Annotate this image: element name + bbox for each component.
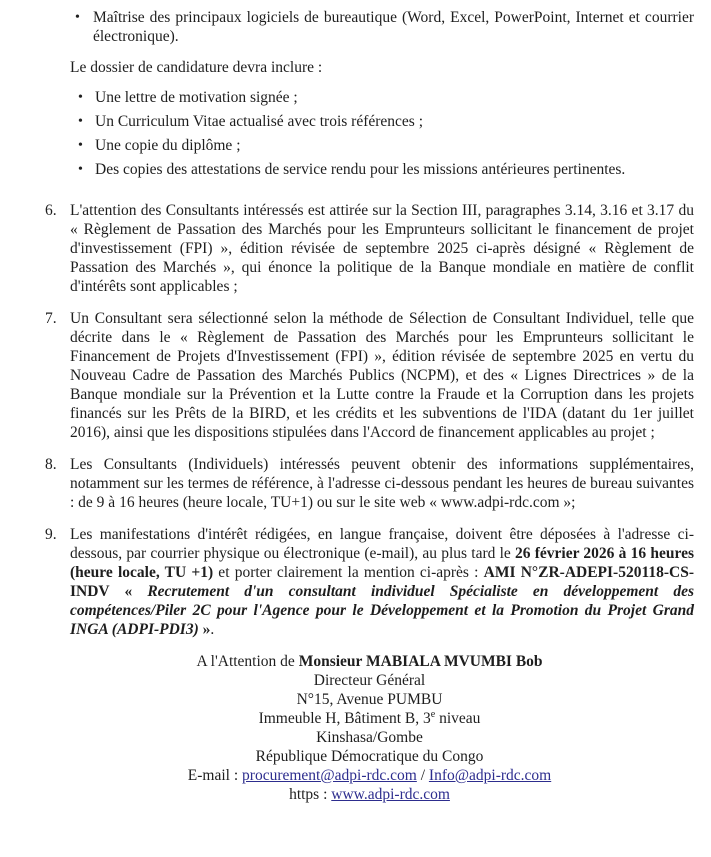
bullet-item-software-skills — [75, 8, 694, 46]
text-run: https : — [289, 786, 332, 803]
text-run: AMI N°ZR-ADEPI-520118-CS-INDV — [70, 564, 694, 600]
bullet-dot-icon: • — [75, 10, 80, 25]
contact-country-line — [45, 747, 694, 766]
text-run: niveau — [435, 710, 481, 727]
paragraph-number: 8. — [45, 456, 57, 473]
bullet-dot-icon: • — [78, 114, 83, 129]
text-run: A l'Attention de — [196, 653, 299, 670]
website-link[interactable]: www.adpi-rdc.com — [331, 786, 450, 803]
contact-website-line — [45, 785, 694, 804]
text-run: E-mail : — [187, 767, 243, 784]
paragraph-text — [70, 525, 694, 639]
text-run: Recrutement d'un consultant individuel Spécialiste en développement des compétences/Piler 2C pour l'Agence pour le Développement et la Promotion du Projet Grand INGA (ADPI-PDI3) — [70, 583, 694, 638]
text-run: L'attention des Consultants intéressés est attirée sur la Section III, paragraphes 3.14, 3.16 et 3.17 du « Règlement de Passation des Marchés pour les Emprunteurs sollicitant le financement de projet d'investissement (FPI) », édition révisée de septembre 2025 ci-après désigné « Règlement de Passation des Marchés », qui énonce la politique de la Banque mondiale en matière de conflit d'intérêts sont applicables ; — [70, 202, 694, 295]
bullet-dot-icon: • — [78, 162, 83, 177]
contact-building-line — [45, 709, 694, 728]
paragraph-text — [70, 201, 694, 296]
paragraph-number: 7. — [45, 310, 57, 327]
contact-title-line — [45, 671, 694, 690]
contact-street-line — [45, 690, 694, 709]
contact-block — [45, 652, 694, 804]
list-item — [78, 112, 694, 131]
list-item-text: Un Curriculum Vitae actualisé avec trois références ; — [95, 113, 424, 130]
list-item-text: Une copie du diplôme ; — [95, 137, 241, 154]
list-item-text: Une lettre de motivation signée ; — [95, 89, 298, 106]
text-run: Un Consultant sera sélectionné selon la méthode de Sélection de Consultant Individuel, telle que décrite dans le « Règlement de Passation des Marchés pour les Emprunteurs sollicitant le Financement de Projets d'Investissement (FPI) », édition révisée de septembre 2025 en vertu du Nouveau Cadre de Passation des Marchés Publics (NCPM), et des « Lignes Directrices » de la Banque mondiale sur la Prévention et la Lutte contre la Fraude et la Corruption dans les projets financés sur les Prêts de la BIRD, et les crédits et les subventions de l'IDA (datant du 1er juillet 2016), ainsi que les dispositions stipulées dans l'Accord de financement applicables au projet ; — [70, 310, 694, 441]
text-run: République Démocratique du Congo — [255, 748, 484, 765]
paragraph-text — [70, 309, 694, 442]
list-item — [78, 88, 694, 107]
info-email-link[interactable]: Info@adpi-rdc.com — [428, 767, 552, 784]
text-run: Kinshasa/Gombe — [316, 729, 423, 746]
text-run: . — [210, 621, 215, 638]
list-item-text: Des copies des attestations de service rendu pour les missions antérieures pertinentes. — [95, 161, 626, 178]
text-run: « — [109, 583, 148, 600]
text-run: e — [430, 708, 436, 720]
bullet-dot-icon: • — [78, 90, 83, 105]
text-run: Immeuble H, Bâtiment B, 3 — [258, 710, 431, 727]
paragraph-text — [70, 455, 694, 512]
numbered-paragraph-8 — [45, 455, 694, 512]
text-run: Directeur Général — [313, 672, 426, 689]
text-run: Les Consultants (Individuels) intéressés peuvent obtenir des informations supplémentaires, notamment sur les termes de référence, à l'adresse ci-dessous pendant les heures de bureau suivantes : de 9 à 16 heures (heure locale, TU+1) ou sur le site web « www.adpi-rdc.com »; — [70, 456, 694, 511]
text-run: / — [416, 767, 429, 784]
text-run: N°15, Avenue PUMBU — [296, 691, 443, 708]
procurement-email-link[interactable]: procurement@adpi-rdc.com — [242, 767, 417, 784]
list-item — [78, 160, 694, 179]
contact-city-line — [45, 728, 694, 747]
text-run: Les manifestations d'intérêt rédigées, en langue française, doivent être déposées à l'adresse ci-dessous, par courrier physique ou électronique (e-mail), au plus tard le — [70, 526, 694, 562]
contact-attention-line — [45, 652, 694, 671]
bullet-dot-icon: • — [78, 138, 83, 153]
text-run: 26 février 2026 à 16 heures (heure locale, TU +1) — [70, 545, 694, 581]
numbered-paragraph-7 — [45, 309, 694, 442]
paragraph-number: 9. — [45, 526, 57, 543]
text-run: » — [198, 621, 211, 638]
numbered-paragraph-9 — [45, 525, 694, 639]
paragraph-number: 6. — [45, 202, 57, 219]
contact-email-line — [45, 766, 694, 785]
dossier-list — [45, 88, 694, 179]
bullet-item-text: Maîtrise des principaux logiciels de bureautique (Word, Excel, PowerPoint, Internet et courrier électronique). — [93, 9, 694, 45]
addressee-name: Monsieur MABIALA MVUMBI Bob — [298, 653, 543, 670]
text-run: et porter clairement la mention ci-après : — [213, 564, 484, 581]
numbered-paragraph-6 — [45, 201, 694, 296]
dossier-heading: Le dossier de candidature devra inclure : — [70, 59, 323, 76]
list-item — [78, 136, 694, 155]
